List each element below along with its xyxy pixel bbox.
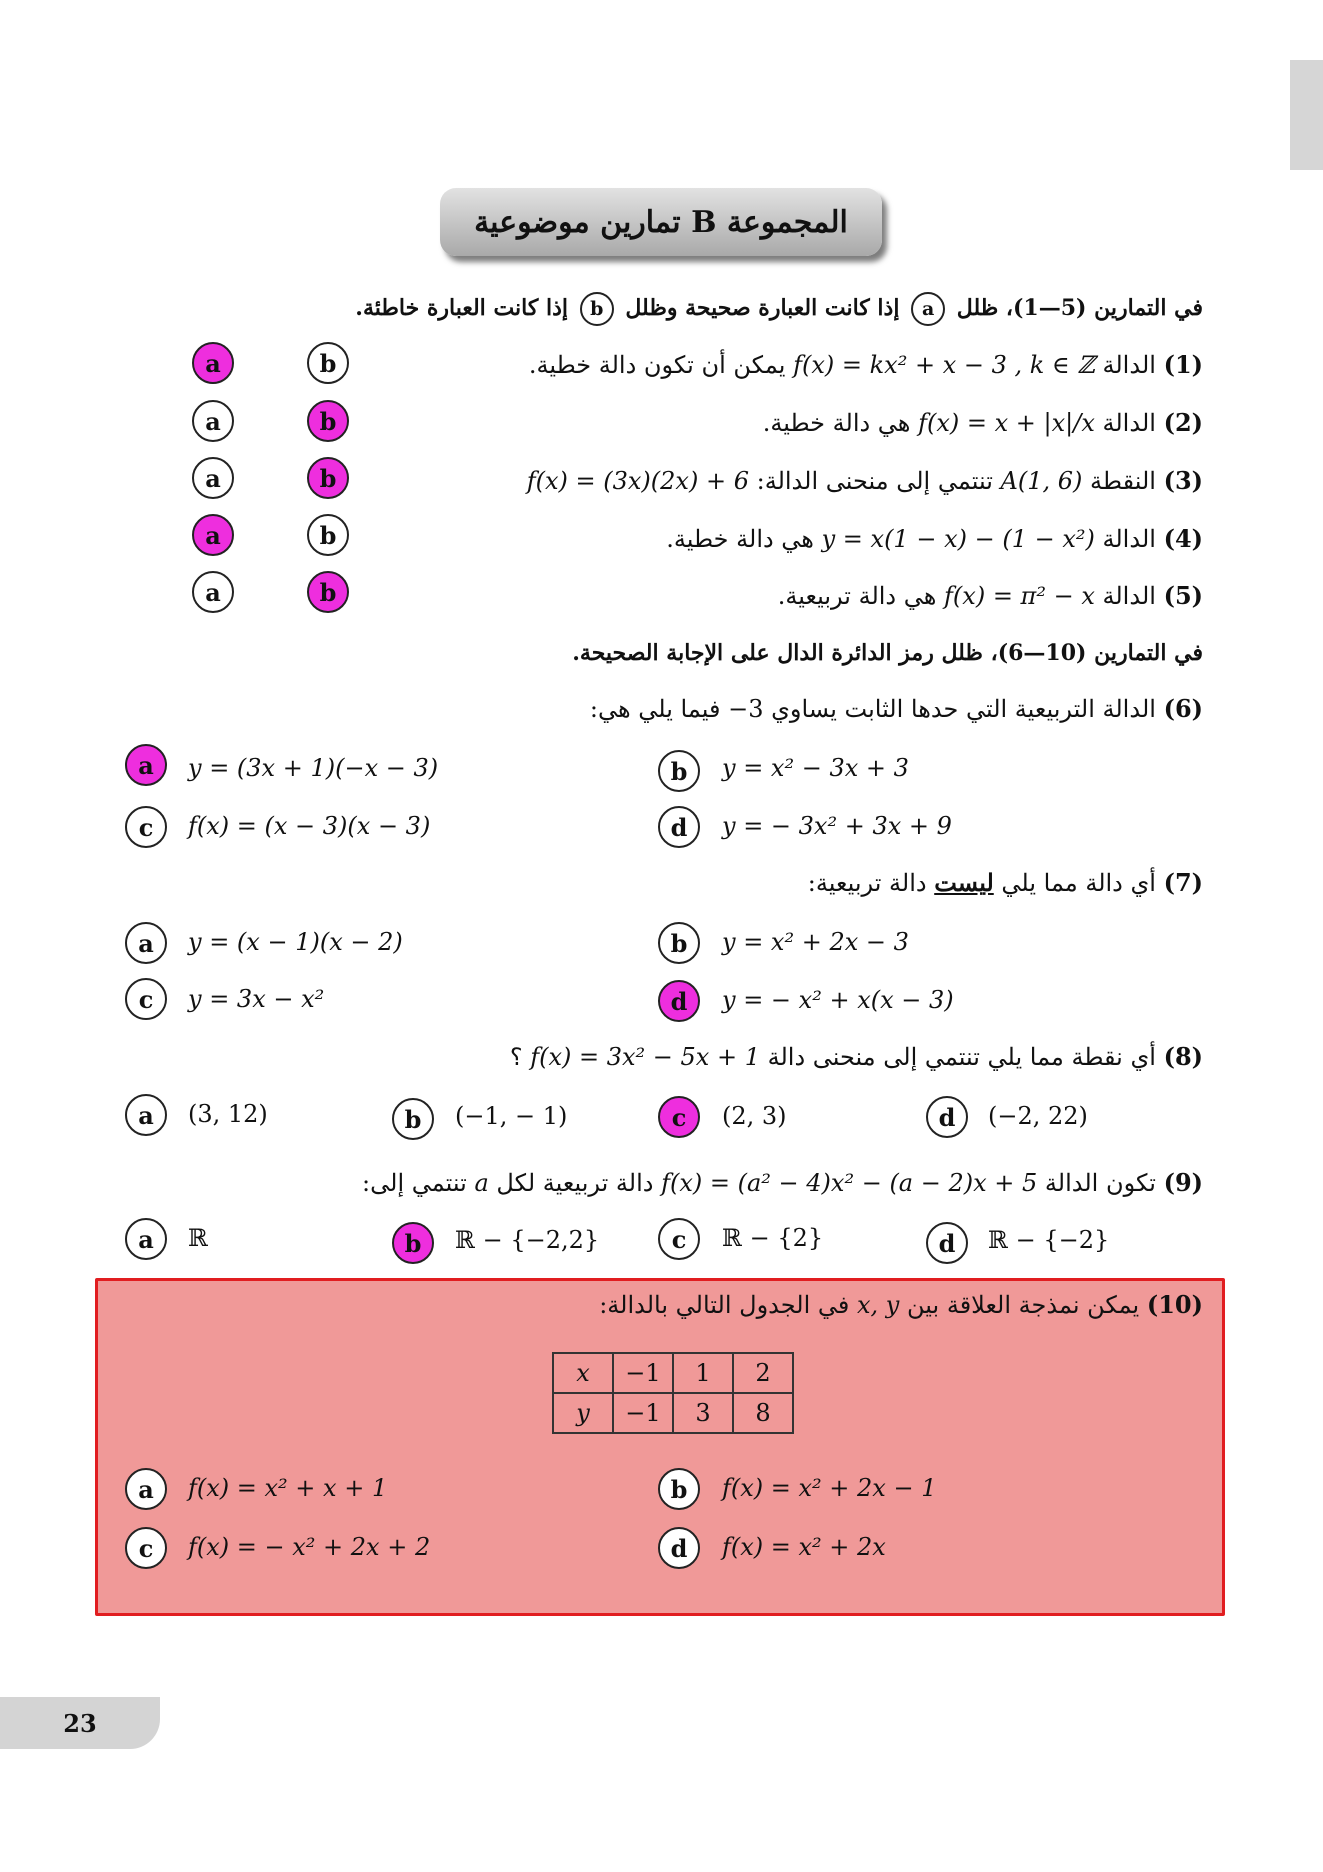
- q9-option-d-text: ℝ − {−2}: [988, 1226, 1110, 1254]
- question-9: (9) تكون الدالة f(x) = (a² − 4)x² − (a − 2)x + 5 دالة تربيعية لكل a تنتمي إلى:: [362, 1168, 1203, 1197]
- q10-option-a[interactable]: a: [125, 1468, 167, 1510]
- table-cell: 3: [673, 1393, 733, 1433]
- q9-option-b[interactable]: b: [392, 1222, 434, 1264]
- q10-option-d-text: f(x) = x² + 2x: [722, 1533, 886, 1561]
- answer-3-b[interactable]: b: [307, 457, 349, 499]
- q9-option-b-text: ℝ − {−2,2}: [455, 1226, 600, 1254]
- section-title: المجموعة B تمارين موضوعية: [440, 188, 882, 256]
- question-10-box: [95, 1278, 1225, 1616]
- q6-option-a-text: y = (3x + 1)(−x − 3): [188, 754, 439, 782]
- table-row-y: [553, 1393, 793, 1433]
- q7-option-b[interactable]: b: [658, 922, 700, 964]
- q6-option-b[interactable]: b: [658, 750, 700, 792]
- inline-circle-a: a: [911, 292, 945, 326]
- q7-option-c[interactable]: c: [125, 978, 167, 1020]
- q9-option-c[interactable]: c: [658, 1218, 700, 1260]
- answer-1-a[interactable]: a: [192, 342, 234, 384]
- q8-option-c-text: (2, 3): [722, 1102, 787, 1130]
- tf-item-4: (4) الدالة y = x(1 − x) − (1 − x²) هي دالة خطية.: [666, 524, 1203, 553]
- inline-circle-b: b: [580, 292, 614, 326]
- table-header-x: x: [553, 1353, 613, 1393]
- q6-option-d-text: y = − 3x² + 3x + 9: [722, 812, 952, 840]
- table-row-x: [553, 1353, 793, 1393]
- table-cell: 2: [733, 1353, 793, 1393]
- q10-option-b-text: f(x) = x² + 2x − 1: [722, 1474, 937, 1502]
- instruction-true-false: في التمارين (5—1)، ظلل a إذا كانت العبارة صحيحة وظلل b إذا كانت العبارة خاطئة.: [355, 292, 1203, 326]
- q7-option-c-text: y = 3x − x²: [188, 985, 325, 1013]
- q8-option-c[interactable]: c: [658, 1096, 700, 1138]
- answer-1-b[interactable]: b: [307, 342, 349, 384]
- q6-option-b-text: y = x² − 3x + 3: [722, 754, 909, 782]
- q9-option-a[interactable]: a: [125, 1218, 167, 1260]
- q6-option-a[interactable]: a: [125, 744, 167, 786]
- q8-option-a-text: (3, 12): [188, 1100, 268, 1128]
- q8-option-b[interactable]: b: [392, 1098, 434, 1140]
- q7-option-a[interactable]: a: [125, 922, 167, 964]
- answer-5-b[interactable]: b: [307, 571, 349, 613]
- q6-option-c[interactable]: c: [125, 806, 167, 848]
- table-cell: 8: [733, 1393, 793, 1433]
- table-cell: −1: [613, 1393, 673, 1433]
- question-10: (10) يمكن نمذجة العلاقة بين x, y في الجدول التالي بالدالة:: [599, 1290, 1203, 1319]
- q9-option-a-text: ℝ: [188, 1224, 208, 1252]
- q9-option-c-text: ℝ − {2}: [722, 1224, 824, 1252]
- q8-option-a[interactable]: a: [125, 1094, 167, 1136]
- answer-2-a[interactable]: a: [192, 400, 234, 442]
- page-number: 23: [0, 1697, 160, 1749]
- q7-option-d-text: y = − x² + x(x − 3): [722, 986, 954, 1014]
- question-6: (6) الدالة التربيعية التي حدها الثابت يساوي 3− فيما يلي هي:: [589, 694, 1203, 723]
- tf-item-5: (5) الدالة f(x) = π² − x هي دالة تربيعية.: [777, 581, 1203, 610]
- q7-option-d[interactable]: d: [658, 980, 700, 1022]
- q10-option-d[interactable]: d: [658, 1527, 700, 1569]
- answer-4-a[interactable]: a: [192, 514, 234, 556]
- tf-item-2: (2) الدالة f(x) = x + |x|/x هي دالة خطية.: [762, 408, 1203, 437]
- answer-3-a[interactable]: a: [192, 457, 234, 499]
- tf-item-1: (1) الدالة f(x) = kx² + x − 3 , k ∈ ℤ يمكن أن تكون دالة خطية.: [528, 350, 1203, 379]
- q10-option-c[interactable]: c: [125, 1527, 167, 1569]
- tf-item-3: (3) النقطة A(1, 6) تنتمي إلى منحنى الدالة: f(x) = (3x)(2x) + 6: [526, 466, 1203, 495]
- table-cell: 1: [673, 1353, 733, 1393]
- q7-option-b-text: y = x² + 2x − 3: [722, 928, 909, 956]
- question-8: (8) أي نقطة مما يلي تنتمي إلى منحنى دالة f(x) = 3x² − 5x + 1 ؟: [509, 1042, 1203, 1071]
- q8-option-d-text: (−2, 22): [988, 1102, 1088, 1130]
- instruction-multiple-choice: في التمارين (10—6)، ظلل رمز الدائرة الدال على الإجابة الصحيحة.: [572, 640, 1203, 666]
- question-7: (7) أي دالة مما يلي ليست دالة تربيعية:: [807, 868, 1203, 897]
- q10-option-c-text: f(x) = − x² + 2x + 2: [188, 1533, 431, 1561]
- q10-values-table: [552, 1352, 794, 1434]
- q6-option-c-text: f(x) = (x − 3)(x − 3): [188, 812, 431, 840]
- q10-option-b[interactable]: b: [658, 1468, 700, 1510]
- side-tab: [1290, 60, 1323, 170]
- q10-option-a-text: f(x) = x² + x + 1: [188, 1474, 388, 1502]
- q9-option-d[interactable]: d: [926, 1222, 968, 1264]
- q8-option-d[interactable]: d: [926, 1096, 968, 1138]
- q6-option-d[interactable]: d: [658, 806, 700, 848]
- q8-option-b-text: (−1, − 1): [455, 1102, 568, 1130]
- answer-4-b[interactable]: b: [307, 514, 349, 556]
- answer-5-a[interactable]: a: [192, 571, 234, 613]
- table-cell: −1: [613, 1353, 673, 1393]
- answer-2-b[interactable]: b: [307, 400, 349, 442]
- q7-option-a-text: y = (x − 1)(x − 2): [188, 928, 403, 956]
- table-header-y: y: [553, 1393, 613, 1433]
